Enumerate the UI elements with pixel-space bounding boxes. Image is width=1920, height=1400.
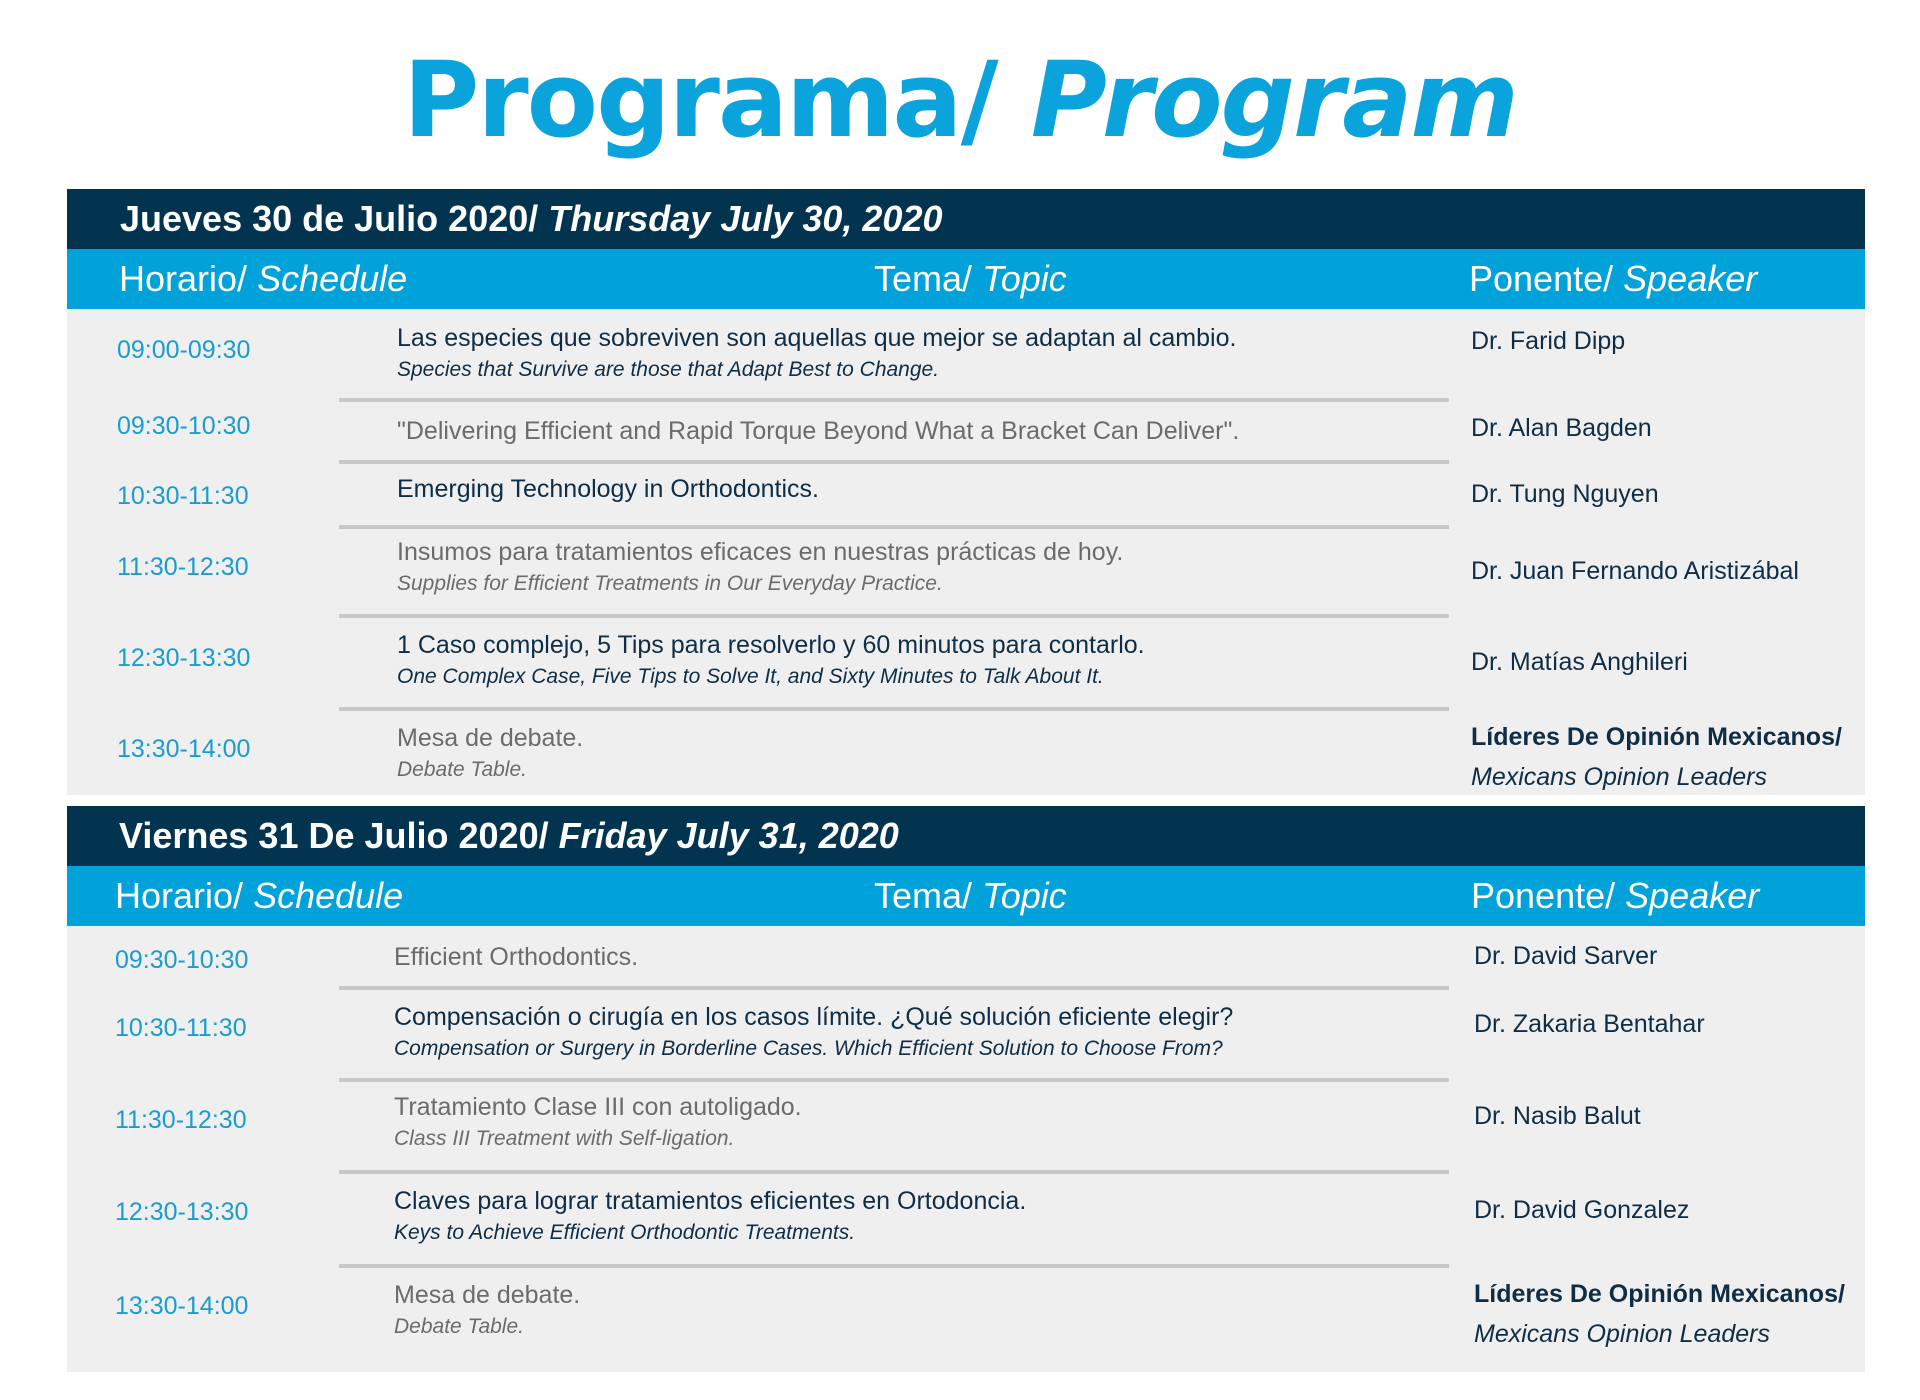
session-speaker: Dr. Tung Nguyen: [1471, 480, 1659, 508]
session-topic: Mesa de debate. Debate Table.: [397, 724, 584, 781]
session-topic: Tratamiento Clase III con autoligado. Class III Treatment with Self-ligation.: [394, 1093, 802, 1150]
session-speaker: Líderes De Opinión Mexicanos/ Mexicans Opinion Leaders: [1474, 1280, 1845, 1348]
session-topic: Efficient Orthodontics.: [394, 943, 639, 971]
session-speaker: Dr. Alan Bagden: [1471, 414, 1652, 442]
day-1-section: [67, 189, 1865, 795]
day-2-section: [67, 806, 1865, 1372]
session-time: 09:00-09:30: [117, 336, 251, 364]
day-2-header: [67, 806, 1865, 866]
session-time: 09:30-10:30: [115, 946, 249, 974]
session-time: 13:30-14:00: [115, 1292, 249, 1320]
table-row: [67, 618, 1865, 708]
session-topic: Claves para lograr tratamientos eficientes en Ortodoncia. Keys to Achieve Efficient Orthodontic Treatments.: [394, 1187, 1027, 1244]
table-row: [67, 402, 1865, 460]
col-schedule: Horario/ Schedule: [115, 875, 404, 916]
table-row: [67, 529, 1865, 615]
session-topic: Emerging Technology in Orthodontics.: [397, 475, 819, 503]
table-row: [67, 926, 1865, 986]
session-speaker: Dr. Zakaria Bentahar: [1474, 1010, 1705, 1038]
session-speaker: Dr. David Gonzalez: [1474, 1196, 1690, 1224]
col-topic: Tema/ Topic: [874, 875, 1067, 916]
day-1-column-headers: [67, 249, 1865, 309]
day-2-header-en: Friday July 31, 2020: [558, 815, 899, 856]
table-row: [67, 711, 1865, 795]
session-topic: Compensación o cirugía en los casos límite. ¿Qué solución eficiente elegir? Compensation or Surgery in Borderline Cases. Which Efficient Solution to Choose From?: [394, 1003, 1234, 1060]
session-speaker: Líderes De Opinión Mexicanos/ Mexicans Opinion Leaders: [1471, 723, 1842, 791]
table-row: [67, 1268, 1865, 1372]
session-time: 11:30-12:30: [117, 553, 249, 581]
table-row: [67, 309, 1865, 399]
day-1-header: [67, 189, 1865, 249]
session-speaker: Dr. Nasib Balut: [1474, 1102, 1641, 1130]
title-en: Program: [1030, 39, 1517, 161]
session-topic: Las especies que sobreviven son aquellas que mejor se adaptan al cambio. Species that Survive are those that Adapt Best to Change.: [397, 324, 1237, 381]
session-time: 10:30-11:30: [115, 1014, 247, 1042]
session-topic: 1 Caso complejo, 5 Tips para resolverlo y 60 minutos para contarlo. One Complex Case, Five Tips to Solve It, and Sixty Minutes to Talk About It.: [397, 631, 1145, 688]
session-speaker: Dr. Farid Dipp: [1471, 327, 1626, 355]
day-2-header-es: Viernes 31 De Julio 2020/: [119, 815, 549, 856]
day-2-column-headers: [67, 866, 1865, 926]
session-topic: Mesa de debate. Debate Table.: [394, 1281, 581, 1338]
session-time: 13:30-14:00: [117, 735, 251, 763]
session-speaker: Dr. David Sarver: [1474, 942, 1658, 970]
table-row: [67, 1174, 1865, 1264]
session-speaker: Dr. Matías Anghileri: [1471, 648, 1688, 676]
session-time: 12:30-13:30: [115, 1198, 249, 1226]
title-es: Programa/: [403, 39, 997, 161]
table-row: [67, 464, 1865, 524]
session-time: 09:30-10:30: [117, 412, 251, 440]
col-topic: Tema/ Topic: [874, 258, 1067, 299]
session-time: 10:30-11:30: [117, 482, 249, 510]
day-2-session-list: [67, 926, 1865, 1372]
page-title: [0, 38, 1920, 162]
table-row: [67, 1082, 1865, 1170]
session-topic: "Delivering Efficient and Rapid Torque Beyond What a Bracket Can Deliver".: [397, 417, 1240, 445]
day-1-session-list: [67, 309, 1865, 795]
day-1-header-es: Jueves 30 de Julio 2020/: [120, 198, 539, 239]
day-1-header-en: Thursday July 30, 2020: [548, 198, 943, 239]
col-speaker: Ponente/ Speaker: [1469, 258, 1758, 299]
col-schedule: Horario/ Schedule: [119, 258, 408, 299]
session-time: 12:30-13:30: [117, 644, 251, 672]
session-speaker: Dr. Juan Fernando Aristizábal: [1471, 557, 1799, 585]
table-row: [67, 990, 1865, 1078]
session-topic: Insumos para tratamientos eficaces en nuestras prácticas de hoy. Supplies for Efficient Treatments in Our Everyday Practice.: [397, 538, 1124, 595]
col-speaker: Ponente/ Speaker: [1471, 875, 1760, 916]
session-time: 11:30-12:30: [115, 1106, 247, 1134]
